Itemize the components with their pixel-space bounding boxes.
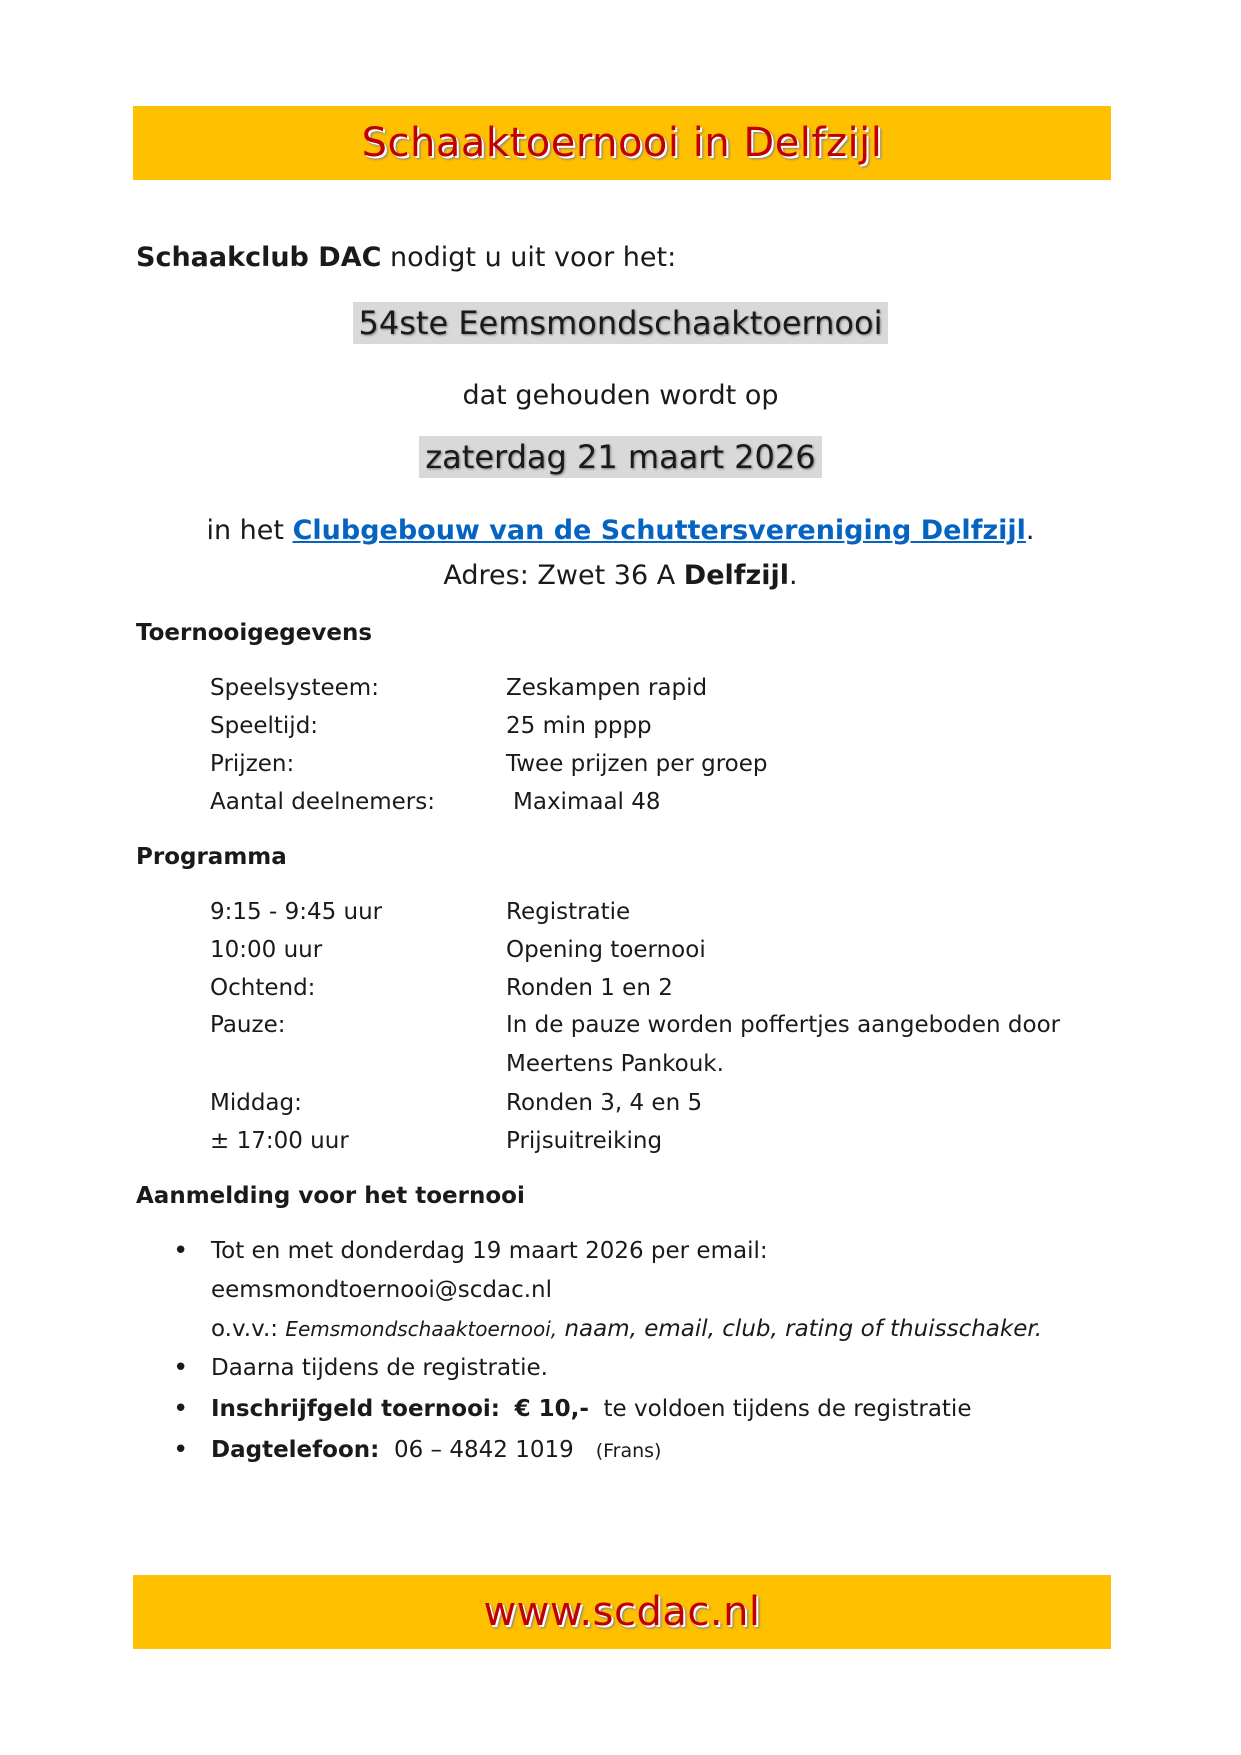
program-item: Registratie: [506, 899, 631, 925]
ovv-tournament: Eemsmondschaaktoernooi,: [285, 1317, 558, 1341]
program-item: In de pauze worden poffertjes aangeboden door Meertens Pankouk.: [506, 1012, 1061, 1077]
details-label: Speelsysteem:: [210, 675, 379, 701]
after-text: Daarna tijdens de registratie.: [211, 1355, 548, 1381]
program-time: Ochtend:: [210, 975, 316, 1001]
ovv-line: [211, 1310, 1042, 1349]
event-date: zaterdag 21 maart 2026: [425, 438, 816, 476]
phone-contact: (Frans): [595, 1440, 662, 1462]
email-line: Tot en met donderdag 19 maart 2026 per email:: [211, 1238, 768, 1264]
event-name-line: [0, 302, 1241, 344]
location-prefix: in het: [206, 515, 284, 546]
program-row: [210, 937, 706, 963]
fee-label: Inschrijfgeld toernooi:: [211, 1396, 500, 1422]
intro-line: [136, 242, 676, 273]
location-link[interactable]: Clubgebouw van de Schuttersvereniging Delfzijl: [292, 515, 1026, 546]
list-item: [173, 1431, 661, 1471]
phone-label: Dagtelefoon:: [211, 1437, 380, 1463]
program-row: [210, 975, 673, 1001]
phone-line: [211, 1431, 661, 1471]
email-address: eemsmondtoernooi@scdac.nl: [211, 1277, 552, 1303]
program-time: Middag:: [210, 1090, 302, 1116]
fee-text: te voldoen tijdens de registratie: [603, 1396, 972, 1422]
details-value: Zeskampen rapid: [506, 675, 708, 701]
page-title: Schaaktoernooi in Delfzijl: [361, 120, 883, 166]
program-heading: Programma: [136, 844, 287, 870]
program-row: [210, 1128, 662, 1154]
program-item: Ronden 3, 4 en 5: [506, 1090, 703, 1116]
details-label: Speeltijd:: [210, 713, 319, 739]
intro-text: nodigt u uit voor het:: [390, 242, 677, 273]
address-city: Delfzijl: [683, 560, 789, 591]
event-date-line: [0, 436, 1241, 478]
held-text: dat gehouden wordt op: [462, 380, 779, 411]
fee-amount: € 10,-: [514, 1396, 589, 1422]
program-item: Opening toernooi: [506, 937, 706, 963]
event-name: 54ste Eemsmondschaaktoernooi: [358, 304, 883, 342]
program-row: [210, 1090, 702, 1116]
ovv-details: naam, email, club, rating of thuisschaker.: [564, 1316, 1043, 1342]
title-banner: [133, 106, 1111, 180]
program-time: 10:00 uur: [210, 937, 323, 963]
details-row: [210, 789, 661, 815]
bullet-icon: •: [173, 1394, 189, 1424]
event-name-box: [353, 302, 889, 344]
location-suffix: .: [1025, 515, 1035, 546]
location-line: [0, 515, 1241, 546]
details-label: Aantal deelnemers:: [210, 789, 435, 815]
club-name: Schaakclub DAC: [136, 242, 382, 273]
bullet-icon: •: [173, 1435, 189, 1465]
list-item: [173, 1390, 971, 1429]
footer-banner: [133, 1575, 1111, 1649]
program-time: 9:15 - 9:45 uur: [210, 899, 383, 925]
details-heading: Toernooigegevens: [136, 620, 373, 646]
event-date-box: [419, 436, 821, 478]
details-value: 25 min pppp: [506, 713, 652, 739]
bullet-icon: •: [173, 1236, 189, 1266]
details-value: Twee prijzen per groep: [506, 751, 768, 777]
details-row: [210, 675, 707, 701]
list-item: [173, 1349, 548, 1388]
program-item: Ronden 1 en 2: [506, 975, 673, 1001]
program-row: [210, 1006, 1106, 1084]
program-item: Prijsuitreiking: [506, 1128, 663, 1154]
address-prefix: Adres: Zwet 36 A: [443, 560, 676, 591]
registration-heading: Aanmelding voor het toernooi: [136, 1183, 525, 1209]
details-value: Maximaal 48: [513, 789, 661, 815]
details-row: [210, 751, 768, 777]
ovv-label: o.v.v.:: [211, 1316, 279, 1342]
details-label: Prijzen:: [210, 751, 295, 777]
program-time: Pauze:: [210, 1012, 286, 1038]
bullet-icon: •: [173, 1353, 189, 1383]
list-item: [173, 1232, 1042, 1349]
fee-line: [211, 1390, 971, 1429]
footer-url[interactable]: www.scdac.nl: [483, 1589, 761, 1635]
program-time: ± 17:00 uur: [210, 1128, 349, 1154]
phone-number: 06 – 4842 1019: [393, 1437, 574, 1463]
address-line: [0, 560, 1241, 591]
address-suffix: .: [789, 560, 798, 591]
program-row: [210, 899, 630, 925]
details-row: [210, 713, 652, 739]
